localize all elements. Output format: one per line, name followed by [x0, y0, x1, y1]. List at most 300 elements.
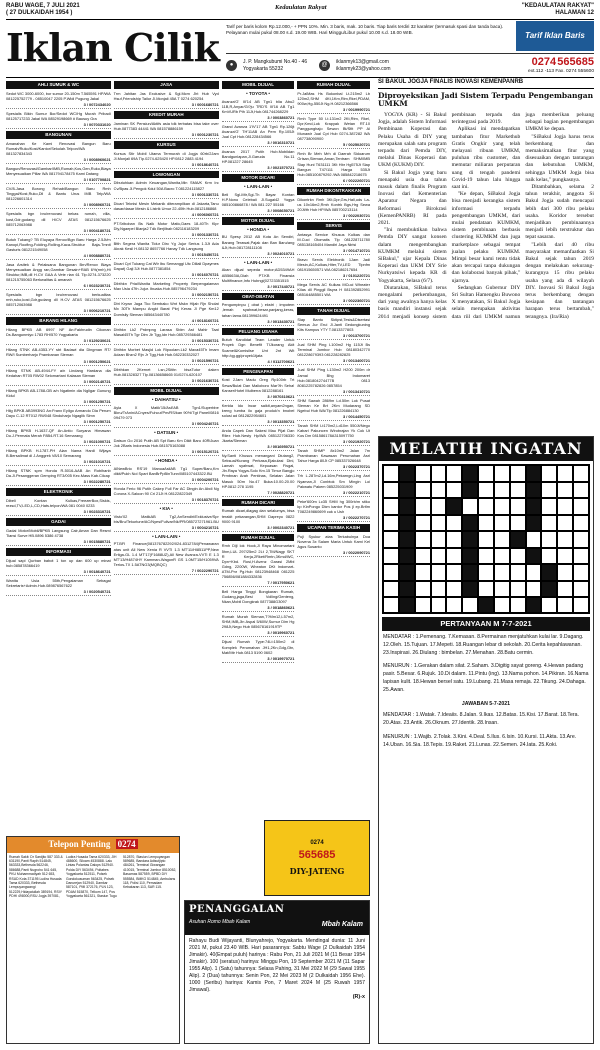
crossword-cell — [510, 482, 526, 498]
crossword-cell — [526, 515, 542, 531]
phone-ext: ext.112 -113 Fax. 0274 555600 — [528, 69, 594, 75]
ad-number: 3 / 0022370721 — [297, 464, 370, 471]
crossword-cell — [573, 597, 589, 613]
ad-text: Hilg BPKB AB3993NG An:Franx Eyilgo Armando Dia Perum Dayu C-12 RT012 RW048 Sinduharjo Ngaglik Slmn — [6, 407, 111, 418]
ad-number: 3 / 0002340721 — [222, 525, 295, 532]
ad-text: Rmh Dijl lok Hook,Jl Raya Minomartani 5hm,LUL 297/25m2 2Lt 2,TM/Nagp SKT R Kerja,2Rket/Rmtn,3Kmd/WC, Dpn+Kbd. Rosi,H.Avenz Garasi 2Mbl Gdng, 2200W, Wheaton DKt Indomart-ATM-Pnr Pg.Hub 08123948468 081225 756856/081884332836 — [221, 543, 295, 579]
phone-block — [528, 55, 594, 75]
ad-text: Hilang BPKB AB 6997 NF An:Fakhrudin Cikonan Ds.Bangunmiyo 1783 RH/570 Yogyakarta — [6, 327, 111, 338]
ad-text: Wanita Usia 55th,Pengalaman Sebagai Sekretaris+Admin.Hub.089876567622 — [6, 578, 111, 589]
ad-number: 3 / 0022090721 — [297, 550, 370, 557]
crossword-cell — [494, 564, 510, 580]
crossword-cell — [557, 498, 573, 514]
category-header: GADAI — [6, 518, 111, 526]
ad-number: 3 / 0001230721 — [114, 132, 219, 139]
top-rule — [6, 19, 594, 20]
answer-label: JAWABAN 5-7-2021 — [461, 700, 511, 707]
crossword-cell — [399, 564, 415, 580]
ad-number: 3 / 0013700721 — [297, 333, 370, 340]
article-title: Diproyeksikan Jadi Sistem Terpadu Pengembangan UMKM — [378, 90, 594, 109]
ad-number: 3 / 0021630721 — [114, 378, 219, 385]
ad-text: Dijual sapi Qurban babot 1 ton up dan 600 up minat hub.085878366419 — [6, 558, 111, 569]
ad-number: 3 / 0015120721 — [114, 449, 219, 456]
category-header: BANGUNAN — [6, 131, 111, 139]
top-bar — [6, 3, 594, 19]
answers-menurun: MENURUN : 1.Wajib. 2.Tolak. 3.Kini. 4.Deal. 5.Ilus. 6.Isin. 10.Kursi. 11.Akta. 13.Are. 14.Uban. 16.Sia. 18.Tepis. 19.Raket. 21.Lunas. 22.Semen. 24.Iata. 25.Koki. — [383, 734, 577, 748]
crossword-cell — [478, 597, 494, 613]
article-paragraph: YOGYA (KR) - Si Bakul Jogja, adalah Sistem Informasi Pembinaan Koperasi dan Pelaku Usaha di DIY yang merupakan salah satu program terpadu dari Pemda DIY, melalui Dinas Koperasi dan UKM (KUKM) DIY. — [378, 111, 447, 169]
article-paragraph: Diutarakan, SiBakul terus mengalami perkembangan, dari yang awalnya hanya kelas basis mandiri instansi sejak 2014 menjadi konsep sistem pembinaan terpadu dan terintegrasi pada 2019. — [378, 111, 521, 320]
ad-text: Peke'600m Lc35 SHM hg 300rb/m stiko kp KinPongo Dkm kantor Pos jl ep.Brtlm T082249860699 cuk u Ush — [297, 498, 371, 514]
category-header: MOTOR DIJUAL — [222, 217, 295, 225]
ad-text: Tanah SHMP 8x10m2 Jalan 7m Prambanan Kawasan Perumahan Asri Tahur Harga 80Jt CP 085337026648 — [297, 448, 371, 464]
crossword-cell — [462, 515, 478, 531]
ad-number: 3 / 0016950721 — [222, 444, 295, 451]
crossword-cell — [557, 548, 573, 564]
ads-column-3 — [222, 79, 295, 834]
ad-number: 3 / 0001330721 — [114, 192, 219, 199]
ad-number: 3 / 0001330721 — [114, 232, 219, 239]
ad-number: 3 / 0070310621 — [222, 394, 295, 401]
crossword-cell — [526, 465, 542, 481]
ad-text: Hilang STNK spm Honda R-5016-AAB An Robihanb Da.Jl.Pesanggeran Gemping RT3/005 Kec.Mass Kab.Cilcap — [6, 468, 111, 479]
subcategory-header: • TOYOTA • — [246, 90, 270, 96]
ad-number: 3 / 0004240721 — [114, 421, 219, 428]
ad-number: 3 / 0070331020 — [6, 122, 111, 129]
ad-text: Spesialis bgn bru/renovasi bekas rumah, villa, kost,Gdr,gudang dll H/CV ATAS 081215676625 085712063988 — [6, 211, 111, 227]
category-header: SERVIS — [297, 222, 370, 230]
ad-text: Hilang STNK AB-4944-FY a/n Lindang Hardana dia Kedahan RT05 RW02 Selomartani Kalasan Sleman — [6, 367, 111, 378]
crossword-cell — [383, 548, 399, 564]
ad-text: Kost 2Jam Madu Oreg Rp100rb Trt Sewa/Bulat Dan Malioboro Mar?ih Seha! Kanser/Hotel Mulberra 0812288161 — [221, 377, 295, 393]
masthead-rule — [6, 77, 594, 78]
crossword-cell — [415, 465, 431, 481]
ad-text: Rumah dicari,dlagag dan selalumya, bisa terakit pekarangan,SHM Dapreyo 0822 9000 9100 — [221, 508, 295, 524]
classified-ads — [6, 79, 370, 834]
crossword-cell — [446, 515, 462, 531]
ad-number: 3 / 0021000721 — [6, 439, 111, 446]
ad-text: Beli Sgl-Mtr,Sgi-Th Bayar Kontan H.P.Nono Celebaii Jl.Sugai42 Yogya 085100866878 / WA 081 227 55166 — [221, 191, 295, 207]
ad-number: 3 / 0018640721 — [114, 162, 219, 169]
ad-text: Bell Harga Tinggi Bongkaran Rumah, Gudang,jaga,Besi Volling/Genteng, Nkan,Mobil Dongkrak 0877388G3097 — [221, 588, 295, 605]
ad-number: 3 / 0015880721 — [6, 539, 111, 546]
crossword-cell — [478, 482, 494, 498]
crossword-cell — [510, 465, 526, 481]
article-paragraph: Aplikasi ini mendapatkan tambahan fitur Markethub Gratis Ongkir yang telah melayani ribuan UMKM, puluhan ribu customer, dan memutar miliaran perputaran uang di tengah pandemi Covid-19 tahun lalu hingga saat ini. — [451, 126, 521, 190]
category-header: MOBIL DIJUAL — [114, 387, 219, 395]
ad-text: Dibeli Kontan Kulkas,FreezerBox,Siskis, rezsd,TV,LED,L,CD,Hats.telpon/WA 081 0040 0233 — [6, 498, 111, 509]
crossword-cell — [526, 482, 542, 498]
crossword-cell — [510, 597, 526, 613]
ad-number: 3 / 0022210721 — [297, 490, 370, 497]
crossword-cell — [431, 498, 447, 514]
crossword-cell — [383, 498, 399, 514]
category-header: JASA — [114, 81, 219, 89]
crossword-cell — [510, 548, 526, 564]
crossword-cell — [573, 564, 589, 580]
phone-prefix: 0274 — [531, 56, 557, 69]
email-icon: @ — [319, 60, 330, 71]
clues-mendatar: MENDATAR : 1.Pemenang. 7.Kemasan. 8.Permainan menjatuhkan kulai lar. 9.Dagang. 12.Oleh. 15.Tujuan. 17.Mepeti. 18.Ruangan lebar di sekolah. 20.Cerita kepahlawanan. 23.Inspirasi. 26.Diulang : bimbelan. 27.Menahan. 28.Batu cermin. — [383, 634, 584, 656]
ad-number: 3 / 0019970721 — [222, 656, 295, 663]
phonebook-badge: 0274 — [117, 839, 136, 849]
ad-number: 3 / 0022360721 — [297, 298, 370, 305]
phonebook-title — [7, 837, 179, 853]
ad-text: Btth Segera Wanita Tidur Dirc Yg Jujur Serius 1.3Jt Ada Akrak Kesil H.08132 8657766 Hanay Tdk Langsung — [113, 240, 219, 252]
ad-text: Trm Jahitan Jas Exclusive & Sgl.Mcm Jht Hub Vyd Hsuf,Friendship Tailor Jl.Monjali 45A T 0274 620254 — [113, 90, 219, 101]
ad-number: 3 / 0107700821 — [6, 177, 111, 184]
ad-text: Dbthkn Lk2 Prdmpng Larasa Sblm Ast Mahir Taat Masal45Th Tgr Dlm Jlr Tgg,Idn Hub.085729366481 — [113, 326, 219, 337]
crossword-cell — [383, 515, 399, 531]
ad-number: 3 / 0015450721 — [114, 252, 219, 259]
date-line: RABU WAGE, 7 JULI 2021 — [6, 3, 80, 9]
crossword-cell — [478, 531, 494, 547]
ad-text: Dibthkan 2Kernet Lsn,2Sititn bisaTutur daken Hub.081328327 Tlp.08136658665 01/0274-620107 — [113, 366, 219, 378]
ad-number: 3 / 0018640721 — [6, 569, 111, 576]
ad-number: 3 / 0004180721 — [6, 228, 111, 235]
address: J. P. Mangkubumi No.40 - 46 Yogyakarta 55232 — [243, 59, 308, 72]
ad-text: Rumah Murah Sleman,T?Mm12,L57m2, SHM,IMB,Jln Aspal 5/60W,Sumur Dim Hg 298Jt,Nego Hub 085678161919TP — [221, 614, 295, 630]
ad-number: 3 / 0001680721 — [114, 102, 219, 109]
article-body — [378, 112, 594, 321]
ad-number: 3 / 0013430721 — [222, 319, 295, 326]
ad-number: 3 / 0019990721 — [297, 107, 370, 114]
crossword-cell — [446, 564, 462, 580]
crossword-cell — [510, 498, 526, 514]
category-header: MOBIL DIJUAL — [222, 81, 295, 89]
crossword-cell — [526, 498, 542, 514]
ad-number: 3 / 0016070721 — [114, 272, 219, 279]
crossword-cell — [462, 548, 478, 564]
jawa-date-line: ( 27 DULKAIDAH 1954 ) — [6, 9, 73, 16]
crossword-cell — [399, 465, 415, 481]
category-header: LOWONGAN — [114, 171, 219, 179]
penanggalan-name: Mbah Kalam — [321, 921, 363, 929]
ad-text: PT.BFI Finance(081376782292/024-8312784)Penawaran atas unit All New Xenia R VVTI 1.3 MT'11/Hl8511PP,New Ertiga-GL 1.4 MT'17(F1688UZ),All New Avanza-VVTi E 1.3 MT'13/H4874HY Kamman-WagonR GS 1.0MT'15/H1059VA Terios-TX 1.5ATNG3(MQBQC) — [113, 541, 219, 567]
crossword-cell — [557, 564, 573, 580]
category-header: TANAH DIJUAL — [297, 307, 370, 315]
penanggalan-title: PENANGGALAN — [189, 904, 285, 915]
dj-brand: DIY-JATENG — [289, 865, 345, 876]
ad-text: Butuh Kandidat Team Leader Untuk Proyek Dgn Benefit TIJkorang Akit Scamel&Komisilse Unt 2nt Wit http:/qg.gg/proyek1tjata — [221, 337, 295, 358]
subcategory-header: • KIA • — [159, 505, 173, 511]
ad-number: 3 / 0004210721 — [114, 525, 219, 532]
crossword-cell — [557, 482, 573, 498]
crossword-box — [378, 436, 594, 1044]
ad-number: 3 / 0021570721 — [222, 165, 295, 172]
crossword-cell — [526, 531, 542, 547]
crossword-cell — [431, 531, 447, 547]
crossword-cell — [478, 498, 494, 514]
tarif-logo: Tarif Iklan Baris — [516, 21, 594, 51]
crossword-cell — [383, 564, 399, 580]
ad-number: 3 / 0008960721 — [6, 202, 111, 209]
subcategory-header: • DAIHATSU • — [151, 396, 181, 402]
crossword-cell — [415, 531, 431, 547]
ad-text: Trh L.287m2,Ld.16m,Pekarngn,Ling Asri Nyaman,Jl Conbtok Sm Mingin Loi Pakwatu Pakem 085225031909 — [297, 473, 371, 489]
ad-number: 3 / 0008650721 — [222, 208, 295, 215]
crossword-cell — [431, 482, 447, 498]
masthead-info — [226, 21, 594, 75]
ad-text: Butuh Tukang? TB Eluyaya Renov/Bgn Baru Harga 2.5Jt/m Kanopi,Roofing-Folding-Rolling-Kaca-Struktur Baja-Tmntl Gasturis 081221549058 — [6, 236, 111, 252]
crossword-title: MELATIH INGATAN — [379, 437, 593, 461]
crossword-cell — [510, 531, 526, 547]
ad-number: 3 / 0129230621 — [6, 338, 111, 345]
crossword-cell — [573, 498, 589, 514]
crossword-cell — [541, 465, 557, 481]
crossword-cell — [494, 531, 510, 547]
article-paragraph: Sedangkan Gubernur DIY Sri Sultan Hamengku Buwono X menyatakan, Si Bakul Jogja selain merupakan aktivitas data riil dari UMKM namun juga memberikan peluang sebagai bagian pengembangan UMKM ke depan. — [451, 111, 594, 320]
category-header: OBAT-OBATAN — [222, 293, 295, 301]
crossword-cell — [573, 482, 589, 498]
subcategory-header: • HONDA • — [155, 457, 178, 463]
penanggalan-box — [184, 900, 370, 1044]
ad-text: Gadai Motor/Mobil/BPKB Langsung Cair,Aman Dan Resmi Tiansi Surve HB.0896 5386 4738 — [6, 528, 111, 539]
ad-text: Tanah SHM Lt170m2,Ld10m 550Jt/Nego Kabari Pakuncen Wirobrajan Yk Cok Ut Kos Dm 081586178A315097750 — [297, 422, 371, 439]
crossword-cell — [510, 564, 526, 580]
phone-number: 565685 — [557, 56, 594, 69]
ad-number: 3 / 0072434020 — [6, 102, 111, 109]
ad-number: 7 / 0022290721 — [114, 568, 219, 575]
ad-number: 3 / 0022270721 — [297, 515, 370, 522]
article-paragraph: "Lebih dari 40 ribu masyarakat memanfaatkan Si Bakul sejak tahun 2019 dengan melakukan sekurang-kurangnya 15 ribu pelaku usaha yang ada di wilayah DIY. Inovasi Si Bakul Jogja terus berkembang dengan kesiapan dan tantangan harapan terus bertambah," terangnya. (Ira/Ria) — [525, 241, 594, 320]
crossword-cell — [415, 548, 431, 564]
ad-number: 6 / 0022260721 — [297, 178, 370, 185]
category-header: KURSUS — [114, 141, 219, 149]
ad-text: SHM Sawah 2869m Ld.50m Lok Pusat Sleman Ke Brt 2Km Mudarang SD Ngebul Hub WA/Tlp 081226884130 — [297, 397, 371, 413]
ad-text: Amanahan Ke Kami Renovasi Bangun Baru Rumah/Ruko/Kost/Kantor/Sekolah.Telpon/WA 081327834343 — [6, 140, 111, 156]
penanggalan-body — [185, 935, 369, 1005]
crossword-cell — [557, 515, 573, 531]
ad-text: Dibutuhkan Admin Keuangan,Wanita,Min SMA/K Krm Irc Cv/Bpas Jl.Pengok Kdul 50A Bacro T.081224115827 — [113, 180, 219, 191]
subcategory-header: • HONDA • — [247, 226, 270, 232]
category-header: AHLI SUMUR & WC — [6, 81, 111, 89]
crossword-cell — [573, 515, 589, 531]
ad-number: 3 / 0020540721 — [6, 589, 111, 596]
category-header: INFORMASI — [6, 548, 111, 556]
crossword-cell — [399, 515, 415, 531]
crossword-grid — [382, 464, 590, 614]
ad-text: Hilang BPKB AB-1788-GB a/n Ngatimin dia Ngligar Gunung Kidul — [6, 387, 111, 398]
crossword-cell — [573, 465, 589, 481]
crossword-cell — [541, 515, 557, 531]
crossword-cell — [383, 531, 399, 547]
ad-number: 3 / 0001250621 — [6, 359, 111, 366]
ad-text: Jual SHM Ping L130m2 H200 200m dr Jamal Bhg Indomaret Hub.081804274477B 0813 8081225782826 0857854 — [297, 367, 371, 388]
crossword-cell — [478, 465, 494, 481]
crossword-cell — [541, 597, 557, 613]
ad-text: Bravo Servis Elektronik 1Jam Jadi Mesin,AC,Kulkas,Hiter,TV,LED Tlpnfm 081915650571 WA 082186217654 — [297, 256, 371, 272]
crossword-cell — [573, 581, 589, 597]
dj-kode: 0274 — [310, 840, 324, 846]
subcategory-header: • LAIN-LAIN • — [244, 259, 273, 265]
crossword-cell — [510, 581, 526, 597]
subcategory-header: • DATSUN • — [154, 429, 179, 435]
ad-number: 3 / 0013410721 — [297, 389, 370, 396]
crossword-cell — [510, 515, 526, 531]
crossword-cell — [494, 548, 510, 564]
answers-mendatar: MENDATAR : 1.Watak. 7.Ideaiis. 8.Jalan. 9.Ikas. 12.Batas. 15.Kisi. 17.Barat. 18.Tera. 20.Atas. 23.Antik. 26.Oknum. 27.Identik. 28.Insan. — [383, 712, 579, 727]
ad-text: Dibthkn Pria/Wanita Marketing Property Berpengalaman Max Usia 47th Jujur. Ibuaka.Hub.085796479234 — [113, 281, 219, 292]
ads-column-4 — [297, 79, 370, 834]
ad-number: 5 / 0025020721 — [297, 142, 370, 149]
paper-name: Kedaulatan Rakyat — [275, 4, 327, 11]
ad-text: Rmh Type 50 Lt.131m2 2Kt,Rtm, Rkel, Dpr,Kmd,Lok Krapyak Wetan RT.10 Panggunghajo Sewon Bt/Sfit PP Al Munawir Jual Cpt Hub 0274-387282 WA 087738090900 — [297, 115, 371, 142]
ad-text: Ny.Santi Khusus menangani Diutang2, Seksual/Kurang Perkasa,Ejakulasi Dini, Lamah syahwat, Kepuasan Fisgal, Jln.Raya Yogya-Solo Km.15 Timur Bangjo Prmbnan Arah Pentinas, Selatan Jalan Masuk 50m No.47 Buka:10.00-20.00 HP.0812 278 1195 — [221, 453, 295, 489]
crossword-cell — [557, 597, 573, 613]
crossword-cell — [383, 597, 399, 613]
ad-number: 4 / 0006060721 — [114, 212, 219, 219]
crossword-cell — [415, 482, 431, 498]
crossword-cell — [573, 548, 589, 564]
ad-number: 3 / 0002150721 — [114, 292, 219, 299]
crossword-cell — [557, 531, 573, 547]
crossword-cell — [526, 597, 542, 613]
ad-number: 3 / 0101220721 — [297, 273, 370, 280]
ad-text: Hilang BPKB H-1637-QF An.Antio Suryana Himawan Du.J.Permata Merah F8B4.RT.16 Semarang — [6, 427, 111, 439]
ad-number: 3 / 0001250721 — [6, 419, 111, 426]
crossword-cell — [494, 581, 510, 597]
category-header: KREDIT MURAH — [114, 111, 219, 119]
crossword-cell — [415, 498, 431, 514]
crossword-cell — [415, 581, 431, 597]
ad-number: 4 / 0018160721 — [114, 318, 219, 325]
category-header: PELUANG USAHA — [222, 328, 295, 336]
date-block — [6, 3, 80, 17]
crossword-cell — [541, 498, 557, 514]
crossword-cell — [399, 597, 415, 613]
crossword-cell — [399, 531, 415, 547]
section-name: "KEDAULATAN RAKYAT" — [521, 3, 594, 9]
crossword-cell — [526, 581, 542, 597]
ad-number: 3 / 0014710721 — [297, 248, 370, 255]
ad-text: Datsun Go 2016 Putih AB Spt Baru Km Dikit Baru 40RiJuan Jok 2Baris Indonesia Hub.081575163088 — [113, 437, 219, 448]
crossword-cell — [399, 482, 415, 498]
clues-menurun: MENURUN : 1.Gerakan dalam silat. 2.Saham. 3.Digitig sayat goreng. 4.Hewan padang pasir. 5.Besar. 6.Rujuk. 10.Di dalam. 11.Pintu (ing). 13.Nama pohon. 14.Pikiran. 16.Nama lapisan kulit. 18.Hewan bersel satu. 19.Lubang. 21.Masa remaja. 22.Tikung. 24.Dahaga. 25.Awan. — [383, 663, 589, 693]
crossword-cell — [541, 581, 557, 597]
phonebook-box — [6, 836, 180, 1044]
ad-text: Anda Capek Dan Sakesi Mau Pijat Dan Rilex Hub.Nesty Hp/WA 085122706330 Jkarta/Sleman — [221, 427, 295, 444]
ad-text: Spesialis Bikin Sumur Bor/Sedot WC/Hg Murah Pribadi 08125717233 Jakal WA 08529198669 # Bausuy Gra — [6, 110, 111, 121]
crossword-cell — [446, 597, 462, 613]
crossword-cell — [383, 581, 399, 597]
ad-number: 3 / 0015330721 — [114, 338, 219, 345]
ad-text: Spesialis bgn bru/renovasi berkualitas rmh,ruko,kost,Gdr,gudang dll H.CV ATAS 081215676625 085712063988 — [6, 292, 111, 308]
dj-advert — [264, 820, 370, 896]
section-block — [522, 3, 594, 17]
crossword-cell — [462, 482, 478, 498]
crossword-cell — [462, 581, 478, 597]
ad-number: 3 / 0023310721 — [6, 509, 111, 516]
crossword-subtitle: PERTANYAAN M 7-7-2021 — [382, 617, 590, 631]
crossword-cell — [526, 548, 542, 564]
ad-number: 3 / 0002140721 — [6, 379, 111, 386]
crossword-cell — [462, 498, 478, 514]
crossword-cell — [431, 548, 447, 564]
ad-text: BU Spesy 2012 AB Kota An Sendiri, Barang Terawat,Pajak dan Ban Baru/ang &Jt,Hub.081728111108 — [221, 234, 295, 250]
ad-text: Dbt Krywn Jaga Tko Sembako Wnt Mskn Hijab Rjn Sholat Mx 30Th Mampu Angkt Barat Pkrj Keras Jl Pge Km12 Domlsily Sleman 085643440780 — [113, 301, 219, 317]
subcategory-header: • LAIN-LAIN • — [244, 183, 273, 189]
crossword-cell — [431, 515, 447, 531]
ad-text: Honda Ferio 96 Putih Cakep Full Far AC Dingin An Abdi Ng Corona X-Saloon 90 Cri 21Jt H.08122822349 — [113, 485, 219, 496]
crossword-cell — [494, 515, 510, 531]
crossword-cell — [462, 564, 478, 580]
ad-number: 3 / 0006210721 — [6, 308, 111, 315]
crossword-cell — [557, 465, 573, 481]
ad-text: Akan dijual sepeda motor;AD5349AH AB5663IA,Diah PT.KB Finansia Multifinance,Info Hubngi(02723351515 — [221, 267, 295, 283]
ad-text: Grand Avanza 1'IV'17 AB Tgn1 Rp.126jt Avanza'G' TH'11AB An Pem Rp.105Jt Jual Cpt Hub.081228434566 — [221, 123, 295, 139]
ad-number: 7 / 0017950621 — [222, 580, 295, 587]
ad-number: 3 / 0022030721 — [297, 213, 370, 220]
crossword-cell — [462, 531, 478, 547]
ad-text: Sedot WC 3000-6000, bor sumur 20-150m T.565591 HP/WA 081225752779 - 08510047 2205 P.Widi Pogung Jakal — [6, 90, 111, 101]
phonebook-text: Rumah Sakit: Dr Sardjito 587 333 & 631190,Panti Rapih 514845, 563333,Bethesda 562246, 586688,Panti Nugroho 541 645, PKU Muhammadiyah 512 653, RSUD Kota 371195 Ludira Husada Tama 620333, Bethesda Lempuyangwangi 512229,Hidayatullah 389194, RSIY PDHI 498000,RSU Jogja 397081, Ludira Husada Tama 620333, JIH 488600, Siloam 4530888. Lalu Lintas Polantas Dalops 512940. Polda DIY 563494, Poltabes Yogyakarta 512511, Polsek Gondokusuman 563425, Polsek Danurejan 512940, Damkar 587101, PMI 372176, PLN 123, PDAM 515870, Telkom 147, Pos Yogyakarta 561321, Stasiun Tugu 512870, Stasiun Lempuyangan 589685, Bandara Adisutjipto 484261, Terminal Giwangan 410015, Terminal Jombor 8510052, Basarnas 587559, BPBD DIY 555584, BMKG 514845, Ambulans 118, Polisi 110, Pemadam Kebakaran 113, SAR 115. — [9, 854, 177, 899]
article-kicker: SI BAKUL JOGJA FINALIS INOVASI KEMENPANRB — [378, 79, 594, 89]
contact-row — [226, 53, 594, 75]
crossword-cell — [478, 515, 494, 531]
crossword-cell — [462, 465, 478, 481]
crossword-cell — [478, 548, 494, 564]
ad-text: Dbthkn Morbet Masjid Lok Ripoolam.Lk2 Maxa45Th Imam Adzan Bhzn2 Rjn Jr Tgg,Hub Hub.082230332027 — [113, 346, 219, 357]
ad-text: Dicari Teknisi Mesin Mekanik diterampilkan di Jakarta,Tanu dasar/dasar Mesin & Listrik Umur 22-40th Hub.0812186868 — [113, 200, 219, 211]
location-icon: ● — [226, 60, 237, 71]
tarif-text: Tarif per baris kolom Rp.12.000,- + PPN 10%. Min. 3 baris, mak. 10 baris. Tiap baris terdiri 32 karakter (termasuk spasi dan tanda baca). Pelayanan mulai pukul 08.00 s.d. 19.00 WIB. Hari Minggu/Libur pukul 10.00 s.d. 18.00 WIB. — [226, 24, 504, 35]
phonebook-title-text: Telepon Penting — [48, 839, 111, 849]
crossword-cell — [431, 597, 447, 613]
penanggalan-signature: (R)-x — [352, 994, 365, 1001]
ad-number: 3 / 0024010721 — [222, 251, 295, 258]
crossword-clues — [379, 631, 593, 759]
ad-text: AlNewBrio RS'19 ManuaAsliAB Tg1 Super/Baru,Km dikit/Pukh Nol Spart BanBrPpBinTunn/085107443322.BU — [113, 465, 219, 476]
crossword-cell — [383, 482, 399, 498]
crossword-cell — [541, 564, 557, 580]
ad-number: 3 / 0003860721 — [222, 115, 295, 122]
ad-text: Kursus Stir Mobil Utama Termurah di Jogja 60rb/2Jam Jl.Monjali 69A Tlp.0274-625420 HP.0812 2883 4194 — [113, 150, 219, 161]
crossword-cell — [541, 482, 557, 498]
crossword-cell — [399, 548, 415, 564]
crossword-cell — [415, 597, 431, 613]
ad-text: Ayla X Matik'15/Asli'AB Tgn1/Superbbe Bkru/TrAnin/ACnyes/Fuhcut'Pm/RS/kan 90%/Tgt Panel/0816 09479 073 — [113, 404, 219, 420]
ad-number: 3 / 0022280721 — [6, 479, 111, 486]
subcategory-header: • LAIN-LAIN • — [152, 533, 181, 539]
penanggalan-text: Rahayu Budi Wijayanti, Blunyahrejo, Yogyakarta. Mendingal dunia: 11 Juni 2021 M, pukul 23.40 WIB. Hari pasarannya: Sabtu Wage (2 Dulkaidah 1954 Jimakir). 40(Empat puluh) harinya : Rabu Pon, 21 Juli 2021 M (11 Besar 1954 Jimakir). 100 (seratus) harinya: Minggu Pon, 19 September 2021 M (11 Sapar 1955 Alip). 1 (Satu) tahunnya: Selasa Pahing, 31 Mei 2022 M (29 Sawal 1955 Alip). 2 (Dua) tahunnya: Senin Pon, 22 Mei 2023 M (2 Dulkaidah 1956 Ehe). 1000 (Seribu) harinya: Kamis Pon, 7 Maret 2024 M (25 Ruwah 1957 Jimawal). — [189, 938, 365, 994]
category-header: RUMAH DIJUAL — [222, 534, 295, 542]
ad-number: 3 / 0004200721 — [114, 477, 219, 484]
ad-text: Jaminan SK Pensiun/Aktifs asia tdk terbatas bisa take over Hub.0877383 44441 WA 081578886159 — [113, 120, 219, 131]
article-paragraph: "SiBakul Jogja harus terus berkembang dan memaksimalkan fitur yang disesuaikan dengan tantangan dan kebutuhan UMKM, sehingga UMKM Jogja bisa naik kelas," pungkasnya. — [525, 133, 594, 183]
masthead-title: Iklan Cilik — [6, 25, 219, 70]
category-header: BARANG HILANG — [6, 317, 111, 325]
penanggalan-header — [185, 901, 369, 935]
ad-text: Rmh Br Meh Mrh di Daerah Sidoarum Grisan,Sleman,Aman,Tentram SHM/IMB Siap Huni T631111 3Kt Hbr Hg575Jt Siap Bangun T47/111 Harga 535Jt Hub.085100879292 /WA 085842218675 — [297, 151, 371, 177]
ad-text: Avanza'G' III'14 AB Tgn1 blia Abu2 11B,R,Anyar/Gi?ju TRD'S III'16 AB Tg1 KmVURb Pth 11Jt,Hub.081744268229 — [221, 98, 295, 114]
ad-number: 3 / 0018370721 — [114, 497, 219, 504]
crossword-cell — [399, 498, 415, 514]
ad-number: 3 / 0021920721 — [297, 439, 370, 446]
crossword-cell — [431, 465, 447, 481]
penanggalan-subtitle: Asuhan Romo Mbah Kalam — [189, 918, 251, 925]
crossword-cell — [431, 564, 447, 580]
ad-text: Jual SHM Ping L100m2 Hg 115Jt Bs Terminal Jombor Hub 08180342770 081228679393 081228282825 — [297, 342, 371, 358]
news-article — [378, 79, 594, 434]
ad-text: Kerida Ido Incar saikit,anyam2ngan, kreng tumba ilo gaja produk'n bnobel solusi ad 0812822954601 — [221, 402, 295, 418]
crossword-cell — [399, 581, 415, 597]
ad-text: Hilang STNK AB-4353-YY sbt Badawi dia Dingman RT/ RW/I Sumberharjo Prambanan Sleman — [6, 347, 111, 358]
ad-text: Visto'02 MatikAB Tg2,AnSendiri/Exklusive/Spr bis/Bru/Tekurlune/AC/Nyes/Fullvar/Nk/PR/085727271961.BU — [113, 513, 219, 524]
crossword-cell — [526, 564, 542, 580]
ad-text: Jasa Arsitek & Pelaksana Bangunan Brn/Renov Biaya Menyesuaikan Angg ran,Gambar Desain+RAB 6%(rmh),Ht Struktur,IMB,dll H.CV GAA A Vete rian 61 Tlp.0274-373220 081215755063 Berkwalitas & amanah — [6, 261, 111, 283]
category-header: RUMAH DIKONTRAKKAN — [297, 187, 370, 195]
